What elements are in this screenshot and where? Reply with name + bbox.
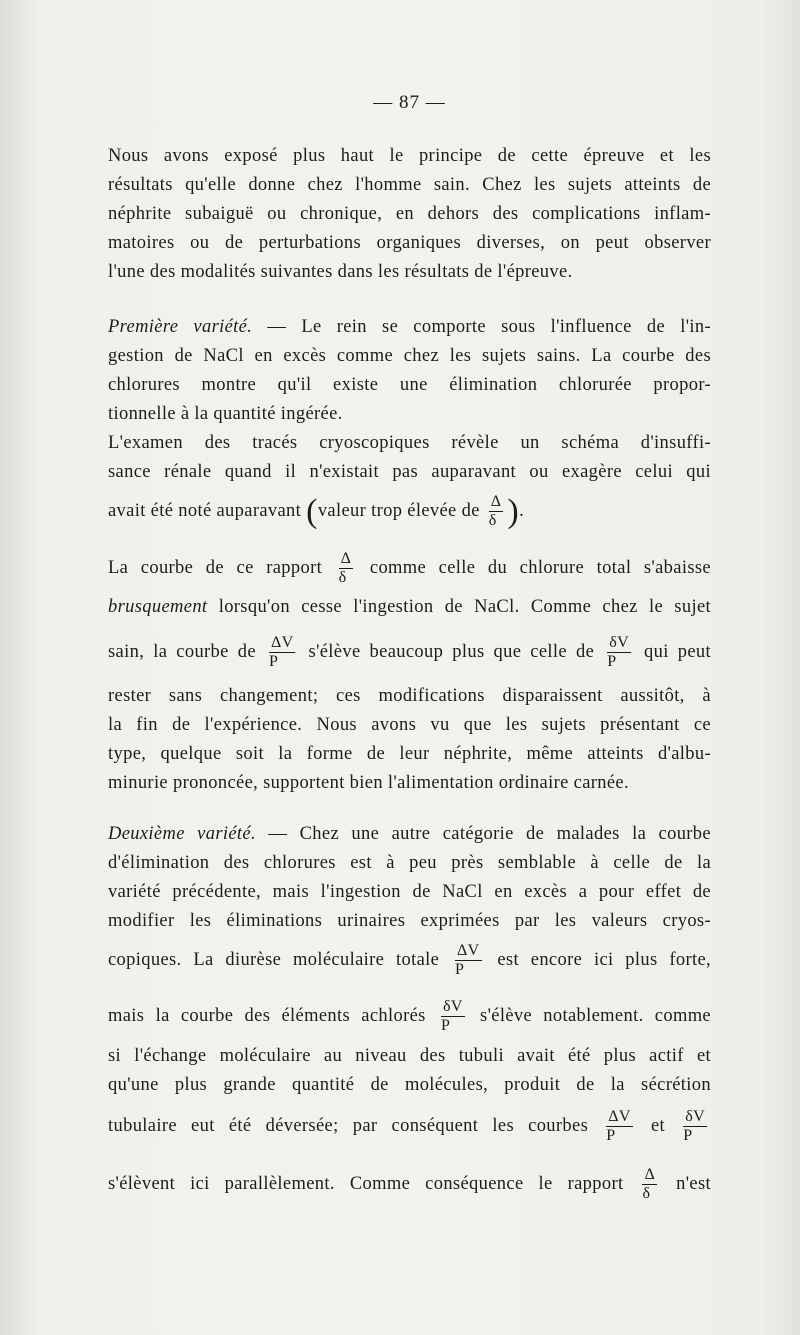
p5-line-4: modifier les éliminations urinaires exprimées par les valeurs cryos-	[108, 911, 711, 931]
p4-line-2	[108, 591, 711, 623]
p5-line-10-text-b: n'est	[676, 1174, 712, 1194]
fraction-dv-over-p	[455, 943, 482, 978]
p5-line-5	[108, 938, 711, 982]
fraction-dv-over-p	[269, 635, 296, 670]
p2-line-4: tionnelle à la quantité ingérée.	[108, 404, 343, 424]
p1-line-4: matoires ou de perturbations organiques diverses, on peut observer	[108, 233, 711, 253]
p5-line-9	[108, 1104, 711, 1148]
frac-den: P	[440, 1017, 451, 1035]
p5-line-10-text-a: s'élèvent ici parallèlement. Comme conséquence le rapport	[108, 1174, 624, 1194]
frac-den: P	[607, 653, 617, 671]
frac-num: δV	[609, 634, 629, 652]
frac-den: P	[606, 1127, 616, 1145]
fraction-delta-over-delta	[642, 1167, 657, 1202]
p4-line-3-text-c: qui peut	[644, 642, 711, 662]
p4-line-5: la fin de l'expérience. Nous avons vu que les sujets présentant ce	[108, 715, 711, 735]
frac-num: Δ	[644, 1166, 656, 1184]
p5-line-2: d'élimination des chlorures est à peu près semblable à celle de la	[108, 853, 711, 873]
paren-close: )	[507, 492, 520, 530]
frac-den: δ	[488, 512, 497, 530]
p4-line-3	[108, 630, 711, 674]
frac-num: δV	[442, 998, 463, 1016]
p5-line-8: qu'une plus grande quantité de molécules, produit de la sécrétion	[108, 1075, 711, 1095]
fraction-dv-over-p	[606, 1109, 633, 1144]
fraction-sv-over-p	[441, 999, 465, 1034]
p3-line-3-text-a: avait été noté auparavant	[108, 501, 302, 521]
p3-line-3	[108, 490, 711, 532]
fraction-sv-over-p	[607, 635, 631, 670]
p2-line-1-text: — Le rein se comporte sous l'influence de l'in-	[267, 317, 711, 337]
p4-line-1	[108, 548, 711, 588]
p3-line-1: L'examen des tracés cryoscopiques révèle un schéma d'insuffi-	[108, 433, 711, 453]
frac-num: Δ	[490, 493, 502, 511]
p2-line-1	[108, 311, 711, 343]
p4-line-4: rester sans changement; ces modifications disparaissent aussitôt, à	[108, 686, 711, 706]
fraction-delta-over-delta	[489, 494, 504, 529]
p5-line-9-text-a: tubulaire eut été déversée; par conséquent les courbes	[108, 1116, 589, 1136]
paren-open: (	[306, 492, 318, 530]
p2-line-3: chlorures montre qu'il existe une élimination chlorurée propor-	[108, 375, 711, 395]
p3-line-2: sance rénale quand il n'existait pas auparavant ou exagère celui qui	[108, 462, 711, 482]
p4-line-1-text-b: comme celle du chlorure total s'abaisse	[369, 558, 711, 578]
frac-den: P	[268, 653, 279, 671]
p5-line-7: si l'échange moléculaire au niveau des tubuli avait été plus actif et	[108, 1046, 711, 1066]
p2-line-2: gestion de NaCl en excès comme chez les sujets sains. La courbe des	[108, 346, 711, 366]
p5-line-5-text-b: est encore ici plus forte,	[497, 950, 711, 970]
variety-2-title: Deuxième variété.	[108, 824, 256, 844]
frac-den: P	[455, 961, 465, 979]
p1-line-2: résultats qu'elle donne chez l'homme sain. Chez les sujets atteints de	[108, 175, 711, 195]
p1-line-3: néphrite subaiguë ou chronique, en dehors des complications inflam-	[108, 204, 711, 224]
p5-line-6-text-a: mais la courbe des éléments achlorés	[108, 1006, 426, 1026]
emphasis-brusquement: brusquement	[108, 597, 208, 617]
p4-line-7: minurie prononcée, supportent bien l'alimentation ordinaire carnée.	[108, 773, 629, 793]
fraction-sv-over-p	[683, 1109, 707, 1144]
p5-line-1-text: — Chez une autre catégorie de malades la courbe	[268, 824, 711, 844]
frac-num: δV	[685, 1108, 706, 1126]
variety-1-title: Première variété.	[108, 317, 253, 337]
p1-line-1: Nous avons exposé plus haut le principe de cette épreuve et les	[108, 146, 711, 166]
page-number: — 87 —	[373, 92, 446, 113]
frac-num: ΔV	[608, 1108, 631, 1126]
p5-line-6	[108, 994, 711, 1038]
frac-den: P	[683, 1127, 693, 1145]
p5-line-6-text-b: s'élève notablement. comme	[480, 1006, 711, 1026]
p5-line-9-text-b: et	[651, 1116, 666, 1136]
p4-line-3-text-a: sain, la courbe de	[108, 642, 256, 662]
period: .	[519, 501, 525, 521]
p5-line-10	[108, 1162, 711, 1206]
p4-line-3-text-b: s'élève beaucoup plus que celle de	[308, 642, 595, 662]
frac-den: δ	[338, 569, 347, 587]
frac-den: δ	[642, 1185, 651, 1203]
frac-num: ΔV	[270, 634, 294, 652]
p3-line-3-text-b: valeur trop élevée de	[317, 501, 480, 521]
p4-line-2-text: lorsqu'on cesse l'ingestion de NaCl. Comme chez le sujet	[218, 597, 711, 617]
frac-num: Δ	[340, 550, 352, 568]
frac-num: ΔV	[457, 942, 480, 960]
p4-line-1-text-a: La courbe de ce rapport	[108, 558, 323, 578]
p5-line-1	[108, 818, 711, 850]
p4-line-6: type, quelque soit la forme de leur néphrite, même atteints d'albu-	[108, 744, 711, 764]
fraction-delta-over-delta	[339, 551, 354, 586]
p1-line-5: l'une des modalités suivantes dans les résultats de l'épreuve.	[108, 262, 573, 282]
p5-line-3: variété précédente, mais l'ingestion de NaCl en excès a pour effet de	[108, 882, 711, 902]
p5-line-5-text-a: copiques. La diurèse moléculaire totale	[108, 950, 440, 970]
